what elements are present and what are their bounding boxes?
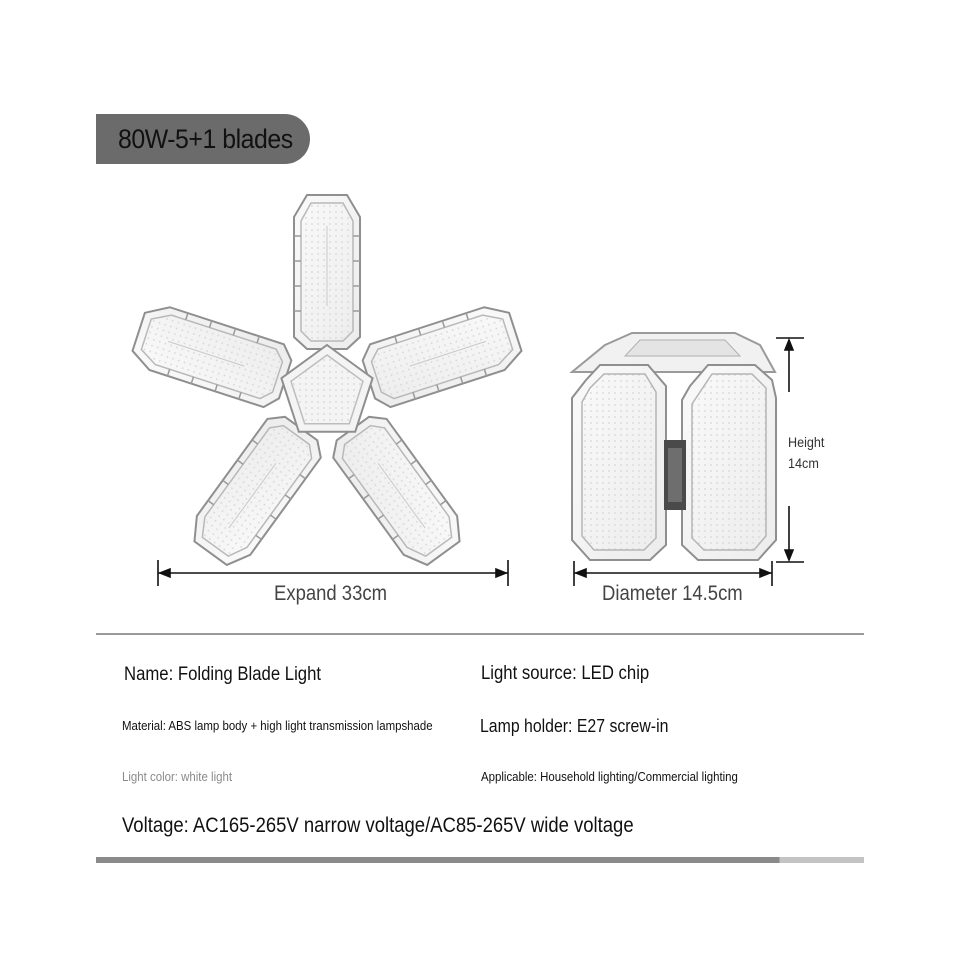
diameter-dimension-label: Diameter 14.5cm <box>602 582 743 605</box>
spec-name: Name: Folding Blade Light <box>124 664 322 685</box>
spec-light-source: Light source: LED chip <box>481 663 650 684</box>
spec-material: Material: ABS lamp body + high light transmission lampshade <box>122 718 433 733</box>
spec-voltage: Voltage: AC165-265V narrow voltage/AC85-265V wide voltage <box>122 814 634 837</box>
height-dimension-label <box>788 432 824 474</box>
section-divider <box>96 633 864 635</box>
product-title: 80W-5+1 blades <box>118 123 293 154</box>
expanded-lamp-image <box>128 195 525 573</box>
height-label-line1: Height <box>788 434 825 450</box>
expand-dimension-label: Expand 33cm <box>274 582 388 605</box>
bottom-divider <box>96 857 864 863</box>
spec-applicable: Applicable: Household lighting/Commercial lighting <box>481 769 738 784</box>
spec-light-color: Light color: white light <box>122 769 233 784</box>
folded-lamp-image <box>572 333 776 560</box>
spec-lamp-holder: Lamp holder: E27 screw-in <box>480 716 669 736</box>
height-label-line2: 14cm <box>788 455 819 471</box>
